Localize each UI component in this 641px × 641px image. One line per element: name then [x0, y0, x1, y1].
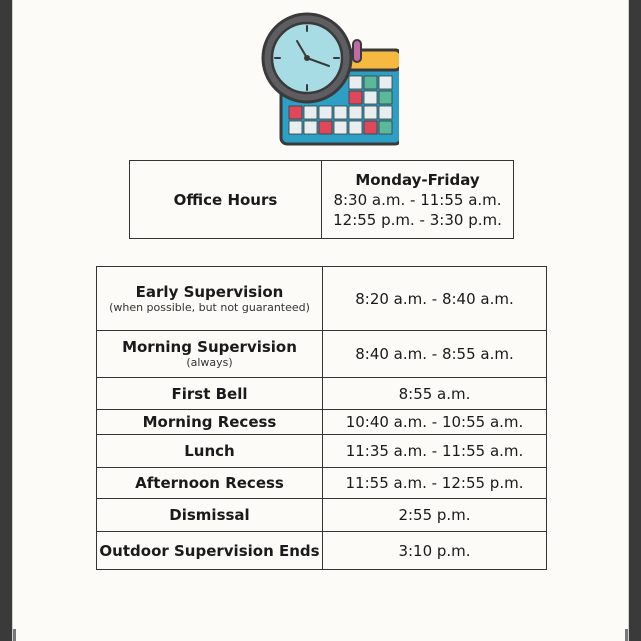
calendar-cell [319, 106, 332, 119]
schedule-label-text: Morning Supervision [122, 338, 297, 356]
calendar-cell [379, 91, 392, 104]
office-hours-cell [322, 161, 514, 239]
schedule-time: 11:35 a.m. - 11:55 a.m. [323, 435, 547, 468]
calendar-cell [334, 106, 347, 119]
calendar-cell [304, 106, 317, 119]
schedule-label [97, 331, 323, 378]
schedule-time: 3:10 p.m. [323, 532, 547, 570]
calendar-cell [364, 91, 377, 104]
schedule-time: 8:40 a.m. - 8:55 a.m. [323, 331, 547, 378]
document-page [12, 0, 629, 641]
page-edge-mark [625, 629, 628, 641]
schedule-label [97, 267, 323, 331]
schedule-label: Outdoor Supervision Ends [97, 532, 323, 570]
office-hours-pm: 12:55 p.m. - 3:30 p.m. [333, 210, 502, 229]
table-row [97, 532, 547, 570]
calendar-cell [349, 106, 362, 119]
office-hours-label: Office Hours [130, 161, 322, 239]
table-row [97, 378, 547, 410]
table-row [97, 331, 547, 378]
office-days: Monday-Friday [355, 170, 480, 189]
calendar-cell [289, 121, 302, 134]
table-row [97, 410, 547, 435]
calendar-cell [379, 106, 392, 119]
office-hours-am: 8:30 a.m. - 11:55 a.m. [333, 190, 502, 209]
calendar-cell [304, 121, 317, 134]
daily-schedule-table [96, 266, 547, 570]
calendar-cell [349, 121, 362, 134]
calendar-cell [319, 121, 332, 134]
calendar-cell [334, 121, 347, 134]
schedule-note: (always) [186, 356, 233, 369]
schedule-time: 10:40 a.m. - 10:55 a.m. [323, 410, 547, 435]
calendar-cell [364, 106, 377, 119]
calendar-cell [364, 121, 377, 134]
calendar-cell [349, 91, 362, 104]
schedule-note: (when possible, but not guaranteed) [109, 300, 310, 314]
schedule-time: 8:20 a.m. - 8:40 a.m. [323, 267, 547, 331]
table-row [97, 499, 547, 532]
calendar-cell [379, 76, 392, 89]
clock-calendar-icon [249, 10, 399, 150]
schedule-label-text: Early Supervision [135, 282, 284, 301]
schedule-label: Dismissal [97, 499, 323, 532]
table-row [97, 267, 547, 331]
schedule-time: 11:55 a.m. - 12:55 p.m. [323, 468, 547, 499]
calendar-cell [349, 76, 362, 89]
calendar-cell [379, 121, 392, 134]
schedule-time: 8:55 a.m. [323, 378, 547, 410]
calendar-cell [364, 76, 377, 89]
schedule-label: Morning Recess [97, 410, 323, 435]
schedule-time: 2:55 p.m. [323, 499, 547, 532]
schedule-label: First Bell [97, 378, 323, 410]
schedule-label: Afternoon Recess [97, 468, 323, 499]
page-edge-mark [13, 629, 16, 641]
table-row [97, 435, 547, 468]
office-hours-table [129, 160, 514, 239]
table-row [97, 468, 547, 499]
schedule-label: Lunch [97, 435, 323, 468]
calendar-cell [289, 106, 302, 119]
